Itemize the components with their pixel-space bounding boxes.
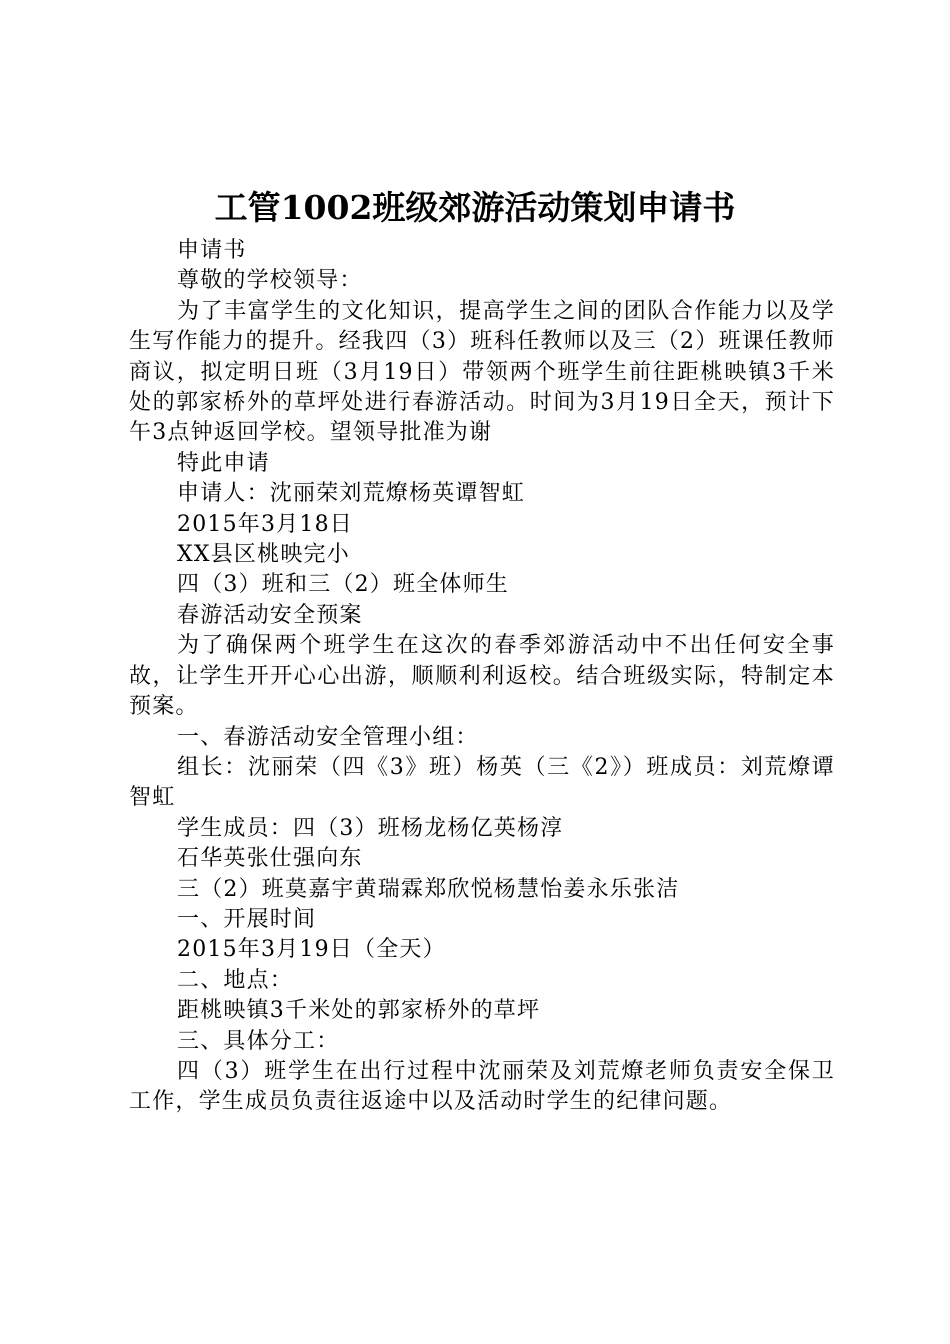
paragraph-safety-plan-heading: 春游活动安全预案 — [177, 602, 363, 628]
paragraph-section-management-group: 一、春游活动安全管理小组： — [177, 724, 479, 750]
paragraph-group-leaders: 组长：沈丽荣（四《3》班）杨英（三《2》）班成员：刘荒燎谭智虹 — [129, 754, 835, 811]
paragraph-student-members: 学生成员：四（3）班杨龙杨亿英杨淳 — [177, 815, 564, 841]
paragraph-time-value: 2015年3月19日（全天） — [177, 937, 446, 963]
document-body — [129, 236, 835, 1118]
paragraph-class-three-two-members: 三（2）班莫嘉宇黄瑞霖郑欣悦杨慧怡姜永乐张洁 — [177, 876, 680, 902]
paragraph-section-time: 一、开展时间 — [177, 906, 317, 932]
paragraph-section-location: 二、地点： — [177, 967, 294, 993]
paragraph-application-body: 为了丰富学生的文化知识，提高学生之间的团队合作能力以及学生写作能力的提升。经我四（3）班科任教师以及三（2）班课任教师商议，拟定明日班（3月19日）带领两个班学生前往距桃映镇3千米处的郭家桥外的草坪处进行春游活动。时间为3月19日全天，预计下午3点钟返回学校。望领导批准为谢 — [129, 298, 835, 446]
paragraph-division-body: 四（3）班学生在出行过程中沈丽荣及刘荒燎老师负责安全保卫工作，学生成员负责往返途中以及活动时学生的纪律问题。 — [129, 1058, 835, 1115]
paragraph-classes: 四（3）班和三（2）班全体师生 — [177, 572, 509, 598]
paragraph-heading-application: 申请书 — [177, 238, 247, 263]
document-title: 工管1002班级郊游活动策划申请书 — [214, 188, 736, 227]
paragraph-applicants: 申请人：沈丽荣刘荒燎杨英谭智虹 — [177, 481, 526, 507]
paragraph-salutation: 尊敬的学校领导： — [177, 268, 363, 294]
paragraph-school: XX县区桃映完小 — [177, 542, 350, 568]
paragraph-section-division: 三、具体分工： — [177, 1028, 340, 1054]
paragraph-closing: 特此申请 — [177, 450, 270, 476]
paragraph-location-value: 距桃映镇3千米处的郭家桥外的草坪 — [177, 998, 541, 1024]
paragraph-date: 2015年3月18日 — [177, 511, 353, 537]
paragraph-student-members-cont: 石华英张仕强向东 — [177, 846, 363, 872]
paragraph-safety-plan-body: 为了确保两个班学生在这次的春季郊游活动中不出任何安全事故，让学生开开心心出游，顺顺利利返校。结合班级实际，特制定本预案。 — [129, 633, 835, 720]
